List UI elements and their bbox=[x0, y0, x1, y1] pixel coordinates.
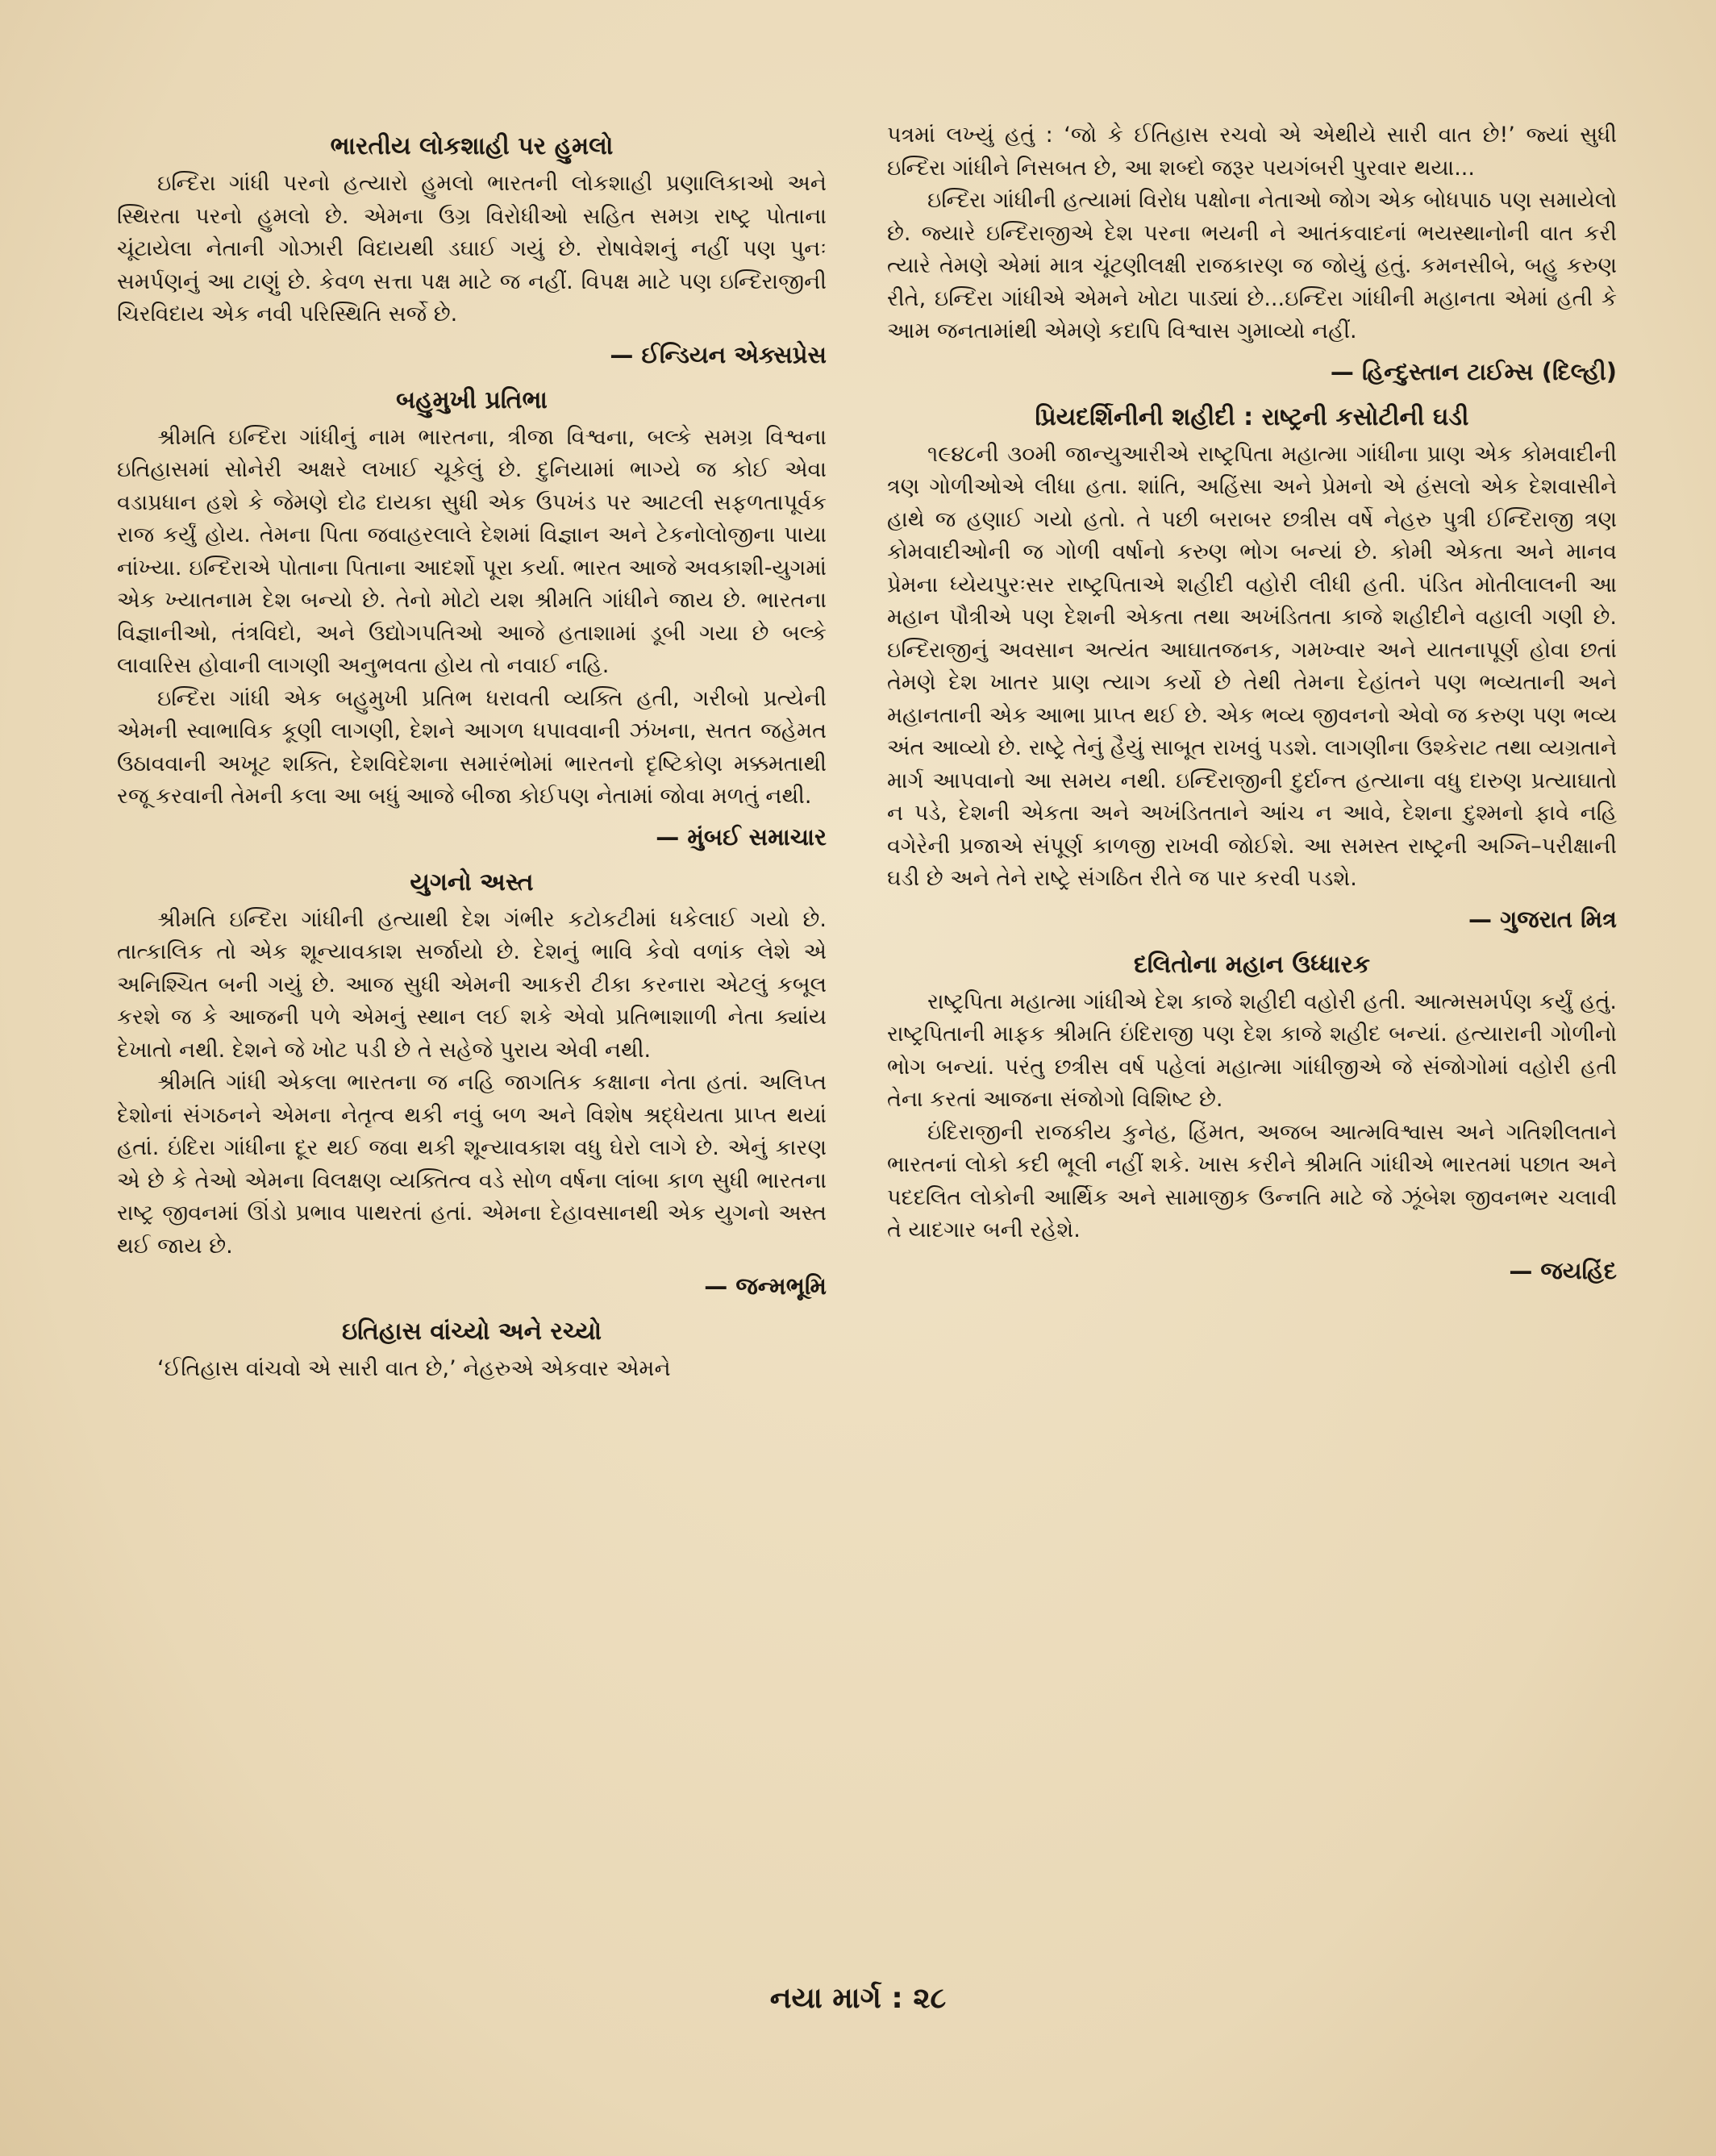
article-paragraph: રાષ્ટ્રપિતા મહાત્મા ગાંધીએ દેશ કાજે શહીદી વહોરી હતી. આત્મસમર્પણ કર્યું હતું. રાષ્ટ્રપિતાની માફક શ્રીમતિ ઇંદિરાજી પણ દેશ કાજે શહીદ બન્યાં. હત્યારાની ગોળીનો ભોગ બન્યાં. પરંતુ છત્રીસ વર્ષ પહેલાં મહાત્મા ગાંધીજીએ જે સંજોગોમાં વહોરી હતી તેના કરતાં આજના સંજોગો વિશિષ્ટ છે. bbox=[887, 989, 1617, 1112]
article-dalitona-uddharak bbox=[887, 946, 1617, 1289]
article-heading: બહુમુખી પ્રતિભા bbox=[396, 385, 548, 414]
article-paragraph: ઇન્દિરા ગાંધીની હત્યામાં વિરોધ પક્ષોના નેતાઓ જોગ એક બોધપાઠ પણ સમાયેલો છે. જ્યારે ઇન્દિરાજીએ દેશ પરના ભયની ને આતંકવાદનાં ભયસ્થાનોની વાત કરી ત્યારે તેમણે એમાં માત્ર ચૂંટણીલક્ષી રાજકારણ જ જોયું હતું. કમનસીબે, બહુ કરુણ રીતે, ઇન્દિરા ગાંધીએ એમને ખોટા પાડ્યાં છે...ઇન્દિરા ગાંધીની મહાનતા એમાં હતી કે આમ જનતામાંથી એમણે કદાપિ વિશ્વાસ ગુમાવ્યો નહીં. bbox=[887, 188, 1617, 343]
article-paragraph: ‘ઈતિહાસ વાંચવો એ સારી વાત છે,’ નેહરુએ એકવાર એમને bbox=[157, 1356, 671, 1381]
article-heading: યુગનો અસ્ત bbox=[410, 868, 534, 897]
article-heading: દલિતોના મહાન ઉધ્ધારક bbox=[1133, 950, 1371, 979]
article-source: — ઈન્ડિયન એક્સપ્રેસ bbox=[610, 340, 827, 368]
right-column bbox=[887, 119, 1617, 1297]
article-itihas-vanchyo-continued bbox=[887, 119, 1617, 390]
left-column bbox=[117, 121, 827, 1386]
article-bahumukhi-pratibha bbox=[117, 381, 827, 855]
article-heading: પ્રિયદર્શિનીની શહીદી : રાષ્ટ્રની કસોટીની ઘડી bbox=[1035, 402, 1469, 431]
page-footer: નયા માર્ગ : ૨૮ bbox=[769, 1982, 947, 2015]
article-paragraph: શ્રીમતિ ઇન્દિરા ગાંધીની હત્યાથી દેશ ગંભીર કટોકટીમાં ધકેલાઈ ગયો છે. તાત્કાલિક તો એક શૂન્યાવકાશ સર્જાયો છે. દેશનું ભાવિ કેવો વળાંક લેશે એ અનિશ્ચિત બની ગયું છે. આજ સુધી એમની આકરી ટીકા કરનારા એટલું કબૂલ કરશે જ કે આજની પળે એમનું સ્થાન લઈ શકે એવો પ્રતિભાશાળી નેતા ક્યાંય દેખાતો નથી. દેશને જે ખોટ પડી છે તે સહેજે પુરાય એવી નથી. bbox=[117, 906, 827, 1063]
article-yugno-ast bbox=[117, 864, 827, 1305]
article-source: — ગુજરાત મિત્ર bbox=[1468, 905, 1617, 933]
article-priyadarshini-shahidi bbox=[887, 398, 1617, 938]
article-paragraph: ઇંદિરાજીની રાજકીય કુનેહ, હિંમત, અજબ આત્મવિશ્વાસ અને ગતિશીલતાને ભારતનાં લોકો કદી ભૂલી નહીં શકે. ખાસ કરીને શ્રીમતિ ગાંધીએ ભારતમાં પછાત અને પદદલિત લોકોની આર્થિક અને સામાજીક ઉન્નતિ માટે જે ઝૂંબેશ જીવનભર ચલાવી તે યાદગાર બની રહેશે. bbox=[887, 1119, 1617, 1242]
article-paragraph: શ્રીમતિ ઇન્દિરા ગાંધીનું નામ ભારતના, ત્રીજા વિશ્વના, બલ્કે સમગ્ર વિશ્વના ઇતિહાસમાં સોનેરી અક્ષરે લખાઈ ચૂકેલું છે. દુનિયામાં ભાગ્યે જ કોઈ એવા વડાપ્રધાન હશે કે જેમણે દોઢ દાયકા સુધી એક ઉપખંડ પર આટલી સફળતાપૂર્વક રાજ કર્યું હોય. તેમના પિતા જવાહરલાલે દેશમાં વિજ્ઞાન અને ટેકનોલોજીના પાયા નાંખ્યા. ઇન્દિરાએ પોતાના પિતાના આદર્શો પૂરા કર્યા. ભારત આજે અવકાશી-યુગમાં એક ખ્યાતનામ દેશ બન્યો છે. તેનો મોટો યશ શ્રીમતિ ગાંધીને જાય છે. ભારતના વિજ્ઞાનીઓ, તંત્રવિદો, અને ઉદ્યોગપતિઓ આજે હતાશામાં ડૂબી ગયા છે બલ્કે લાવારિસ હોવાની લાગણી અનુભવતા હોય તો નવાઈ નહિ. bbox=[117, 424, 827, 678]
article-heading: ઇતિહાસ વાંચ્યો અને રચ્યો bbox=[341, 1317, 602, 1346]
article-paragraph: પત્રમાં લખ્યું હતું : ‘જો કે ઈતિહાસ રચવો એ એથીયે સારી વાત છે!’ જ્યાં સુધી ઇન્દિરા ગાંધીને નિસબત છે, આ શબ્દો જરૂર પયગંબરી પુરવાર થયા... bbox=[887, 123, 1617, 181]
article-bharatiya-lokshahi bbox=[117, 127, 827, 373]
article-itihas-vanchyo bbox=[117, 1313, 827, 1386]
article-source: — હિન્દુસ્તાન ટાઈમ્સ (દિલ્હી) bbox=[1330, 357, 1617, 385]
article-paragraph: શ્રીમતિ ગાંધી એકલા ભારતના જ નહિ જાગતિક કક્ષાના નેતા હતાં. અલિપ્ત દેશોનાં સંગઠનને એમના નેતૃત્વ થકી નવું બળ અને વિશેષ શ્રદ્ધેયતા પ્રાપ્ત થયાં હતાં. ઇંદિરા ગાંધીના દૂર થઈ જવા થકી શૂન્યાવકાશ વધુ ઘેરો લાગે છે. એનું કારણ એ છે કે તેઓ એમના વિલક્ષણ વ્યક્તિત્વ વડે સોળ વર્ષના લાંબા કાળ સુધી ભારતના રાષ્ટ્ર જીવનમાં ઊંડો પ્રભાવ પાથરતાં હતાં. એમના દેહાવસાનથી એક યુગનો અસ્ત થઈ જાય છે. bbox=[117, 1070, 827, 1259]
article-source: — જન્મભૂમિ bbox=[704, 1272, 827, 1300]
article-paragraph: ઇન્દિરા ગાંધી પરનો હત્યારો હુમલો ભારતની લોકશાહી પ્રણાલિકાઓ અને સ્થિરતા પરનો હુમલો છે. એમના ઉગ્ર વિરોધીઓ સહિત સમગ્ર રાષ્ટ્ર પોતાના ચૂંટાયેલા નેતાની ગોઝારી વિદાયથી ડઘાઈ ગયું છે. રોષાવેશનું નહીં પણ પુનઃ સમર્પણનું આ ટાણું છે. કેવળ સત્તા પક્ષ માટે જ નહીં. વિપક્ષ માટે પણ ઇન્દિરાજીની ચિરવિદાય એક નવી પરિસ્થિતિ સર્જે છે. bbox=[117, 171, 827, 327]
article-source: — મુંબઈ સમાચાર bbox=[656, 822, 827, 851]
article-source: — જયહિંદ bbox=[1509, 1256, 1617, 1284]
article-heading: ભારતીય લોકશાહી પર હુમલો bbox=[330, 132, 614, 160]
article-paragraph: ૧૯૪૮ની ૩૦મી જાન્યુઆરીએ રાષ્ટ્રપિતા મહાત્મા ગાંધીના પ્રાણ એક કોમવાદીની ત્રણ ગોળીઓએ લીધા હતા. શાંતિ, અહિંસા અને પ્રેમનો એ હંસલો એક દેશવાસીને હાથે જ હણાઈ ગયો હતો. તે પછી બરાબર છત્રીસ વર્ષે નેહરુ પુત્રી ઈન્દિરાજી ત્રણ કોમવાદીઓની જ ગોળી વર્ષાનો કરુણ ભોગ બન્યાં છે. કોમી એકતા અને માનવ પ્રેમના ધ્યેયપુરઃસર રાષ્ટ્રપિતાએ શહીદી વહોરી લીધી હતી. પંડિત મોતીલાલની આ મહાન પૌત્રીએ પણ દેશની એકતા તથા અખંડિતતા કાજે શહીદીને વહાલી ગણી છે. ઇન્દિરાજીનું અવસાન અત્યંત આઘાતજનક, ગમખ્વાર અને યાતનાપૂર્ણ હોવા છતાં તેમણે દેશ ખાતર પ્રાણ ત્યાગ કર્યો છે તેથી તેમના દેહાંતને પણ ભવ્યતાની અને મહાનતાની એક આભા પ્રાપ્ત થઈ છે. એક ભવ્ય જીવનનો એવો જ કરુણ પણ ભવ્ય અંત આવ્યો છે. રાષ્ટ્રે તેનું હૈયું સાબૂત રાખવું પડશે. લાગણીના ઉશ્કેરાટ તથા વ્યગ્રતાને માર્ગ આપવાનો આ સમય નથી. ઇન્દિરાજીની દુર્દાન્ત હત્યાના વધુ દારુણ પ્રત્યાઘાતો ન પડે, દેશની એકતા અને અખંડિતતાને આંચ ન આવે, દેશના દુશ્મનો ફાવે નહિ વગેરેની પ્રજાએ સંપૂર્ણ કાળજી રાખવી જોઈશે. આ સમસ્ત રાષ્ટ્રની અગ્નિ–પરીક્ષાની ઘડી છે અને તેને રાષ્ટ્રે સંગઠિત રીતે જ પાર કરવી પડશે. bbox=[887, 441, 1617, 891]
article-paragraph: ઇન્દિરા ગાંધી એક બહુમુખી પ્રતિભ ધરાવતી વ્યક્તિ હતી, ગરીબો પ્રત્યેની એમની સ્વાભાવિક કૂણી લાગણી, દેશને આગળ ધપાવવાની ઝંખના, સતત જહેમત ઉઠાવવાની અખૂટ શક્તિ, દેશવિદેશના સમારંભોમાં ભારતનો દૃષ્ટિકોણ મક્કમતાથી રજૂ કરવાની તેમની કલા આ બધું આજે બીજા કોઈપણ નેતામાં જોવા મળતું નથી. bbox=[117, 685, 827, 809]
